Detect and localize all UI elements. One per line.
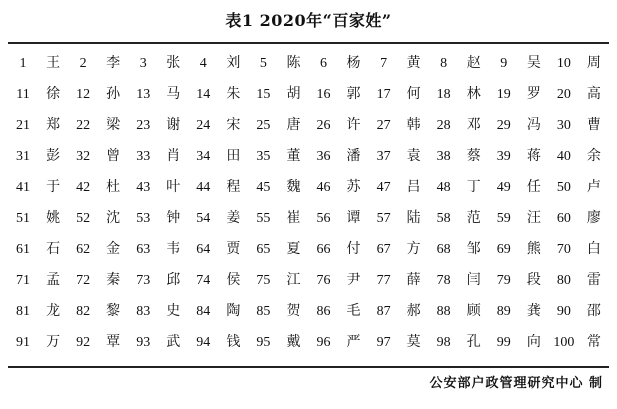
rank-number: 64 bbox=[196, 242, 211, 257]
surname-cell: 毛 bbox=[346, 303, 361, 319]
rank-number: 68 bbox=[436, 242, 451, 257]
surname-cell: 龚 bbox=[526, 303, 541, 319]
rank-number: 75 bbox=[256, 273, 271, 288]
rank-number: 38 bbox=[436, 149, 451, 164]
surname-cell: 向 bbox=[526, 334, 541, 350]
surname-cell: 张 bbox=[166, 55, 181, 71]
rank-number: 25 bbox=[256, 118, 271, 133]
top-rule bbox=[8, 42, 609, 44]
surname-cell: 吴 bbox=[526, 55, 541, 71]
surname-cell: 丁 bbox=[466, 179, 481, 195]
table-row bbox=[8, 79, 609, 110]
rank-number: 62 bbox=[76, 242, 91, 257]
surname-cell: 薛 bbox=[406, 272, 421, 288]
table-row bbox=[8, 203, 609, 234]
rank-number: 44 bbox=[196, 180, 211, 195]
surname-cell: 冯 bbox=[526, 117, 541, 133]
rank-number: 12 bbox=[76, 87, 91, 102]
surname-cell: 谢 bbox=[166, 117, 181, 133]
rank-number: 26 bbox=[316, 118, 331, 133]
rank-number: 63 bbox=[136, 242, 151, 257]
rank-number: 93 bbox=[136, 335, 151, 350]
rank-number: 30 bbox=[556, 118, 571, 133]
rank-number: 82 bbox=[76, 304, 91, 319]
surname-cell: 朱 bbox=[226, 86, 241, 102]
rank-number: 52 bbox=[76, 211, 91, 226]
table-row bbox=[8, 141, 609, 172]
rank-number: 99 bbox=[496, 335, 511, 350]
rank-number: 6 bbox=[319, 56, 327, 71]
surname-cell: 叶 bbox=[166, 179, 181, 195]
rank-number: 91 bbox=[16, 335, 31, 350]
surname-cell: 郭 bbox=[346, 86, 361, 102]
surname-cell: 刘 bbox=[226, 55, 241, 71]
rank-number: 89 bbox=[496, 304, 511, 319]
rank-number: 21 bbox=[16, 118, 31, 133]
rank-number: 18 bbox=[436, 87, 451, 102]
surname-cell: 陆 bbox=[406, 210, 421, 226]
surname-cell: 蔡 bbox=[466, 148, 481, 164]
rank-number: 55 bbox=[256, 211, 271, 226]
surname-cell: 胡 bbox=[286, 86, 301, 102]
rank-number: 69 bbox=[496, 242, 511, 257]
surname-cell: 马 bbox=[166, 86, 181, 102]
surname-cell: 陶 bbox=[226, 303, 241, 319]
rank-number: 33 bbox=[136, 149, 151, 164]
surname-cell: 杨 bbox=[346, 55, 361, 71]
rank-number: 79 bbox=[496, 273, 511, 288]
surname-cell: 武 bbox=[166, 334, 181, 350]
rank-number: 4 bbox=[199, 56, 207, 71]
rank-number: 83 bbox=[136, 304, 151, 319]
bottom-rule bbox=[8, 366, 609, 368]
surname-cell: 付 bbox=[346, 241, 361, 257]
surname-cell: 孟 bbox=[46, 272, 61, 288]
surname-cell: 金 bbox=[106, 241, 121, 257]
rank-number: 58 bbox=[436, 211, 451, 226]
surname-cell: 袁 bbox=[406, 148, 421, 164]
surname-cell: 卢 bbox=[586, 179, 601, 195]
rank-number: 40 bbox=[556, 149, 571, 164]
surname-cell: 范 bbox=[466, 210, 481, 226]
surname-cell: 徐 bbox=[46, 86, 61, 102]
surname-cell: 雷 bbox=[586, 272, 601, 288]
rank-number: 81 bbox=[16, 304, 31, 319]
rank-number: 92 bbox=[76, 335, 91, 350]
surname-cell: 梁 bbox=[106, 117, 121, 133]
surname-cell: 江 bbox=[286, 272, 301, 288]
rank-number: 37 bbox=[376, 149, 391, 164]
rank-number: 35 bbox=[256, 149, 271, 164]
table-row bbox=[8, 110, 609, 141]
surname-cell: 汪 bbox=[526, 210, 541, 226]
rank-number: 46 bbox=[316, 180, 331, 195]
table-source: 公安部户政管理研究中心 制 bbox=[429, 376, 603, 391]
surname-cell: 贺 bbox=[286, 303, 301, 319]
rank-number: 42 bbox=[76, 180, 91, 195]
table-row bbox=[8, 296, 609, 327]
rank-number: 45 bbox=[256, 180, 271, 195]
rank-number: 49 bbox=[496, 180, 511, 195]
surname-cell: 孙 bbox=[106, 86, 121, 102]
rank-number: 77 bbox=[376, 273, 391, 288]
rank-number: 60 bbox=[556, 211, 571, 226]
rank-number: 51 bbox=[16, 211, 31, 226]
surname-cell: 钱 bbox=[226, 334, 241, 350]
table-row bbox=[8, 327, 609, 358]
rank-number: 13 bbox=[136, 87, 151, 102]
table-row bbox=[8, 265, 609, 296]
rank-number: 24 bbox=[196, 118, 211, 133]
rank-number: 67 bbox=[376, 242, 391, 257]
rank-number: 28 bbox=[436, 118, 451, 133]
table-row bbox=[8, 48, 609, 79]
surname-cell: 唐 bbox=[286, 117, 301, 133]
rank-number: 95 bbox=[256, 335, 271, 350]
surname-cell: 彭 bbox=[46, 148, 61, 164]
surname-cell: 邓 bbox=[466, 117, 481, 133]
rank-number: 61 bbox=[16, 242, 31, 257]
surname-cell: 韩 bbox=[406, 117, 421, 133]
rank-number: 71 bbox=[16, 273, 31, 288]
surname-cell: 曾 bbox=[106, 148, 121, 164]
surname-cell: 许 bbox=[346, 117, 361, 133]
surname-cell: 贾 bbox=[226, 241, 241, 257]
rank-number: 84 bbox=[196, 304, 211, 319]
rank-number: 100 bbox=[553, 335, 575, 350]
rank-number: 36 bbox=[316, 149, 331, 164]
surname-cell: 姜 bbox=[226, 210, 241, 226]
surname-cell: 郑 bbox=[46, 117, 61, 133]
surname-cell: 段 bbox=[526, 272, 541, 288]
rank-number: 97 bbox=[376, 335, 391, 350]
surname-cell: 龙 bbox=[46, 303, 61, 319]
surname-cell: 苏 bbox=[346, 179, 361, 195]
rank-number: 70 bbox=[556, 242, 571, 257]
rank-number: 14 bbox=[196, 87, 211, 102]
rank-number: 78 bbox=[436, 273, 451, 288]
surname-cell: 罗 bbox=[526, 86, 541, 102]
rank-number: 72 bbox=[76, 273, 91, 288]
rank-number: 94 bbox=[196, 335, 211, 350]
rank-number: 98 bbox=[436, 335, 451, 350]
surname-cell: 韦 bbox=[166, 241, 181, 257]
rank-number: 5 bbox=[259, 56, 267, 71]
surname-cell: 顾 bbox=[466, 303, 481, 319]
rank-number: 54 bbox=[196, 211, 211, 226]
surname-cell: 邹 bbox=[466, 241, 481, 257]
surname-cell: 宋 bbox=[226, 117, 241, 133]
rank-number: 8 bbox=[440, 56, 448, 71]
rank-number: 17 bbox=[376, 87, 391, 102]
surname-table bbox=[8, 48, 609, 358]
surname-cell: 高 bbox=[586, 86, 601, 102]
rank-number: 50 bbox=[556, 180, 571, 195]
rank-number: 27 bbox=[376, 118, 391, 133]
rank-number: 47 bbox=[376, 180, 391, 195]
rank-number: 31 bbox=[16, 149, 31, 164]
surname-cell: 白 bbox=[586, 241, 601, 257]
surname-cell: 杜 bbox=[106, 179, 121, 195]
surname-cell: 董 bbox=[286, 148, 301, 164]
surname-cell: 任 bbox=[526, 179, 541, 195]
surname-cell: 李 bbox=[106, 55, 121, 71]
rank-number: 39 bbox=[496, 149, 511, 164]
rank-number: 59 bbox=[496, 211, 511, 226]
surname-cell: 钟 bbox=[166, 210, 181, 226]
surname-cell: 沈 bbox=[106, 210, 121, 226]
rank-number: 85 bbox=[256, 304, 271, 319]
surname-cell: 熊 bbox=[526, 241, 541, 257]
surname-cell: 覃 bbox=[106, 334, 121, 350]
rank-number: 16 bbox=[316, 87, 331, 102]
surname-cell: 王 bbox=[46, 55, 61, 71]
surname-cell: 潘 bbox=[346, 148, 361, 164]
rank-number: 73 bbox=[136, 273, 151, 288]
rank-number: 9 bbox=[500, 56, 508, 71]
surname-cell: 林 bbox=[466, 86, 481, 102]
rank-number: 20 bbox=[556, 87, 571, 102]
surname-cell: 尹 bbox=[346, 272, 361, 288]
surname-cell: 于 bbox=[46, 179, 61, 195]
rank-number: 34 bbox=[196, 149, 211, 164]
surname-cell: 程 bbox=[226, 179, 241, 195]
surname-cell: 曹 bbox=[586, 117, 601, 133]
rank-number: 57 bbox=[376, 211, 391, 226]
rank-number: 86 bbox=[316, 304, 331, 319]
rank-number: 22 bbox=[76, 118, 91, 133]
rank-number: 65 bbox=[256, 242, 271, 257]
rank-number: 53 bbox=[136, 211, 151, 226]
surname-cell: 肖 bbox=[166, 148, 181, 164]
rank-number: 87 bbox=[376, 304, 391, 319]
surname-cell: 夏 bbox=[286, 241, 301, 257]
surname-cell: 万 bbox=[46, 334, 61, 350]
surname-cell: 莫 bbox=[406, 334, 421, 350]
rank-number: 90 bbox=[556, 304, 571, 319]
surname-cell: 廖 bbox=[586, 210, 601, 226]
rank-number: 11 bbox=[16, 87, 30, 102]
surname-cell: 崔 bbox=[286, 210, 301, 226]
rank-number: 88 bbox=[436, 304, 451, 319]
surname-cell: 邱 bbox=[166, 272, 181, 288]
rank-number: 66 bbox=[316, 242, 331, 257]
rank-number: 76 bbox=[316, 273, 331, 288]
surname-cell: 黎 bbox=[106, 303, 121, 319]
surname-cell: 方 bbox=[406, 241, 421, 257]
surname-cell: 秦 bbox=[106, 272, 121, 288]
rank-number: 10 bbox=[556, 56, 571, 71]
surname-cell: 田 bbox=[226, 148, 241, 164]
rank-number: 23 bbox=[136, 118, 151, 133]
rank-number: 7 bbox=[380, 56, 388, 71]
surname-cell: 赵 bbox=[466, 55, 481, 71]
rank-number: 80 bbox=[556, 273, 571, 288]
rank-number: 48 bbox=[436, 180, 451, 195]
rank-number: 56 bbox=[316, 211, 331, 226]
surname-cell: 谭 bbox=[346, 210, 361, 226]
surname-cell: 黄 bbox=[406, 55, 421, 71]
surname-cell: 郝 bbox=[406, 303, 421, 319]
rank-number: 19 bbox=[496, 87, 511, 102]
rank-number: 43 bbox=[136, 180, 151, 195]
rank-number: 32 bbox=[76, 149, 91, 164]
table-row bbox=[8, 234, 609, 265]
surname-cell: 戴 bbox=[286, 334, 301, 350]
table-title: 表1 2020年“百家姓” bbox=[225, 11, 392, 30]
surname-cell: 侯 bbox=[226, 272, 241, 288]
surname-cell: 吕 bbox=[406, 179, 421, 195]
rank-number: 29 bbox=[496, 118, 511, 133]
surname-cell: 陈 bbox=[286, 55, 301, 71]
rank-number: 41 bbox=[16, 180, 31, 195]
rank-number: 74 bbox=[196, 273, 211, 288]
surname-cell: 姚 bbox=[46, 210, 61, 226]
surname-cell: 何 bbox=[406, 86, 421, 102]
table-row bbox=[8, 172, 609, 203]
surname-cell: 孔 bbox=[466, 334, 481, 350]
surname-cell: 史 bbox=[166, 303, 181, 319]
surname-cell: 蒋 bbox=[526, 148, 541, 164]
surname-cell: 闫 bbox=[466, 272, 481, 288]
surname-cell: 余 bbox=[586, 148, 601, 164]
surname-cell: 周 bbox=[586, 55, 601, 71]
rank-number: 15 bbox=[256, 87, 271, 102]
surname-cell: 魏 bbox=[286, 179, 301, 195]
surname-cell: 严 bbox=[346, 334, 361, 350]
rank-number: 96 bbox=[316, 335, 331, 350]
rank-number: 3 bbox=[139, 56, 147, 71]
rank-number: 1 bbox=[19, 56, 27, 71]
surname-cell: 邵 bbox=[586, 303, 601, 319]
rank-number: 2 bbox=[79, 56, 87, 71]
surname-cell: 常 bbox=[586, 334, 601, 350]
surname-cell: 石 bbox=[46, 241, 61, 257]
